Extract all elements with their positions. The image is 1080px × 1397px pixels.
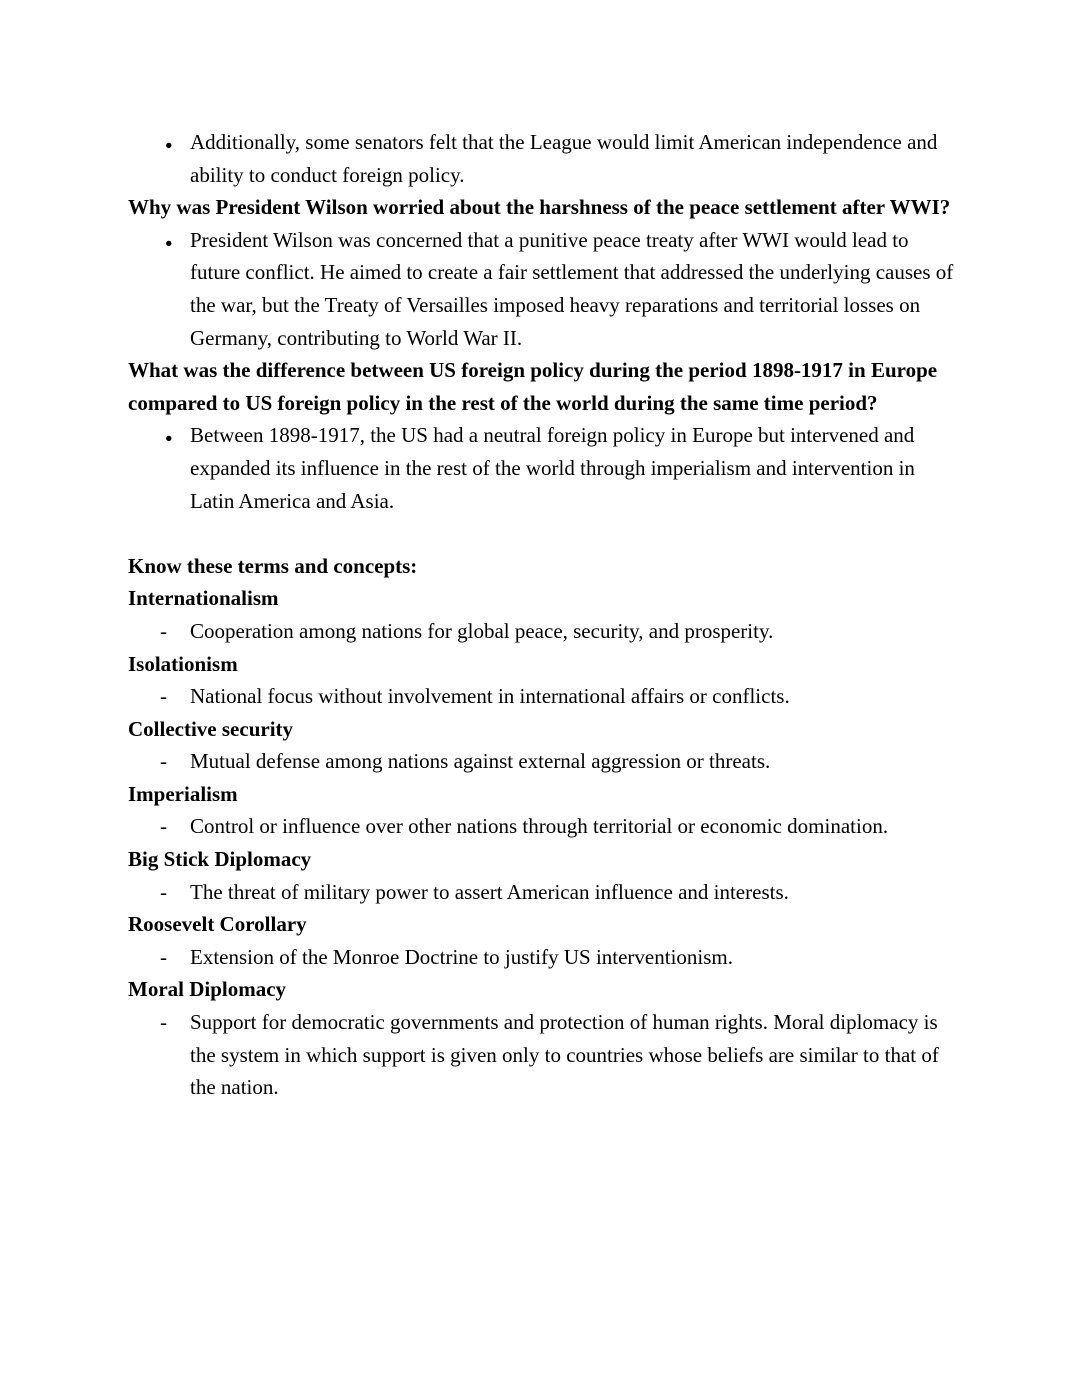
bullet-icon: ● <box>165 138 173 152</box>
heading-text: What was the difference between US foreign policy during the period 1898-1917 in Europe compared to US foreign policy in the rest of the world during the same time period? <box>128 358 938 415</box>
dash-list-item <box>128 745 956 778</box>
document-heading <box>128 354 956 419</box>
dash-icon: - <box>160 749 167 774</box>
dash-list-item <box>128 810 956 843</box>
heading-text: Why was President Wilson worried about the harshness of the peace settlement after WWI? <box>128 195 951 220</box>
bullet-text: President Wilson was concerned that a punitive peace treaty after WWI would lead to future conflict. He aimed to create a fair settlement that addressed the underlying causes of the war, but the Treaty of Versailles imposed heavy reparations and territorial losses on Germany, contributing to World War II. <box>190 227 954 350</box>
dash-text: Mutual defense among nations against external aggression or threats. <box>190 749 771 774</box>
heading-text: Collective security <box>128 716 294 741</box>
document-heading <box>128 713 956 746</box>
dash-icon: - <box>160 814 167 839</box>
heading-text: Internationalism <box>128 586 279 611</box>
dash-icon: - <box>160 618 167 643</box>
document-heading <box>128 843 956 876</box>
bullet-text: Additionally, some senators felt that the League would limit American independence and ability to conduct foreign policy. <box>190 130 938 187</box>
document-heading <box>128 973 956 1006</box>
dash-list-item <box>128 1006 956 1104</box>
dash-list-item <box>128 941 956 974</box>
document-heading <box>128 191 956 224</box>
bullet-list-item <box>128 126 956 191</box>
bullet-icon: ● <box>165 431 173 446</box>
document-heading <box>128 648 956 681</box>
dash-text: Support for democratic governments and protection of human rights. Moral diplomacy is the system in which support is given only to countries whose beliefs are similar to that of the nation. <box>190 1010 939 1100</box>
dash-text: Control or influence over other nations through territorial or economic domination. <box>190 814 889 839</box>
bullet-icon: ● <box>165 235 173 250</box>
document-heading <box>128 908 956 941</box>
heading-text: Big Stick Diplomacy <box>128 847 312 872</box>
heading-text: Roosevelt Corollary <box>128 912 307 937</box>
dash-list-item <box>128 615 956 648</box>
dash-icon: - <box>160 1010 167 1035</box>
document-heading <box>128 778 956 811</box>
heading-text: Know these terms and concepts: <box>128 553 418 578</box>
dash-text: National focus without involvement in international affairs or conflicts. <box>190 684 790 709</box>
dash-icon: - <box>160 684 167 709</box>
bullet-list-item <box>128 224 956 354</box>
bullet-text: Between 1898-1917, the US had a neutral foreign policy in Europe but intervened and expanded its influence in the rest of the world through imperialism and intervention in Latin America and Asia. <box>190 423 915 513</box>
document-heading <box>128 550 956 583</box>
dash-list-item <box>128 680 956 713</box>
bullet-list-item <box>128 419 956 517</box>
blank-line <box>128 517 956 550</box>
dash-text: Cooperation among nations for global peace, security, and prosperity. <box>190 618 774 643</box>
heading-text: Moral Diplomacy <box>128 977 287 1002</box>
heading-text: Imperialism <box>128 781 238 806</box>
heading-text: Isolationism <box>128 651 238 676</box>
document-heading <box>128 582 956 615</box>
dash-text: Extension of the Monroe Doctrine to justify US interventionism. <box>190 944 734 969</box>
dash-icon: - <box>160 879 167 904</box>
dash-icon: - <box>160 944 167 969</box>
dash-list-item <box>128 876 956 909</box>
dash-text: The threat of military power to assert American influence and interests. <box>190 879 789 904</box>
